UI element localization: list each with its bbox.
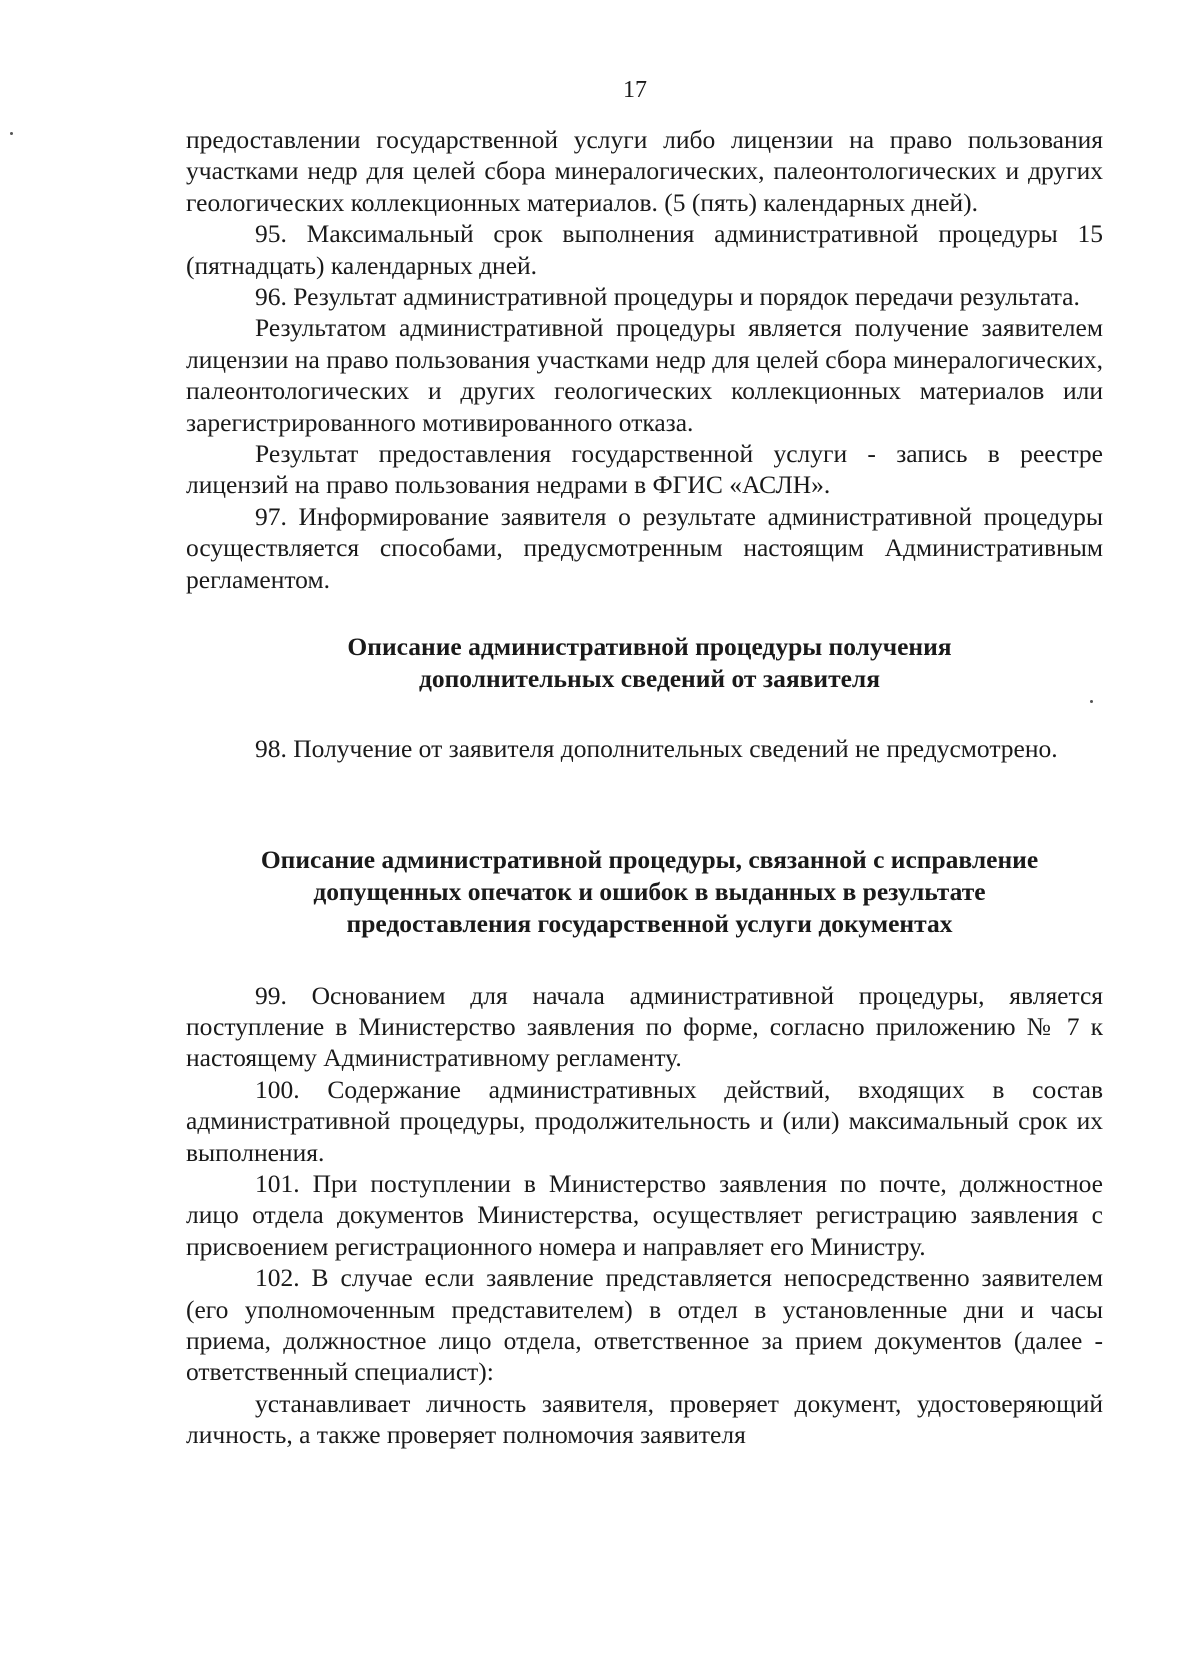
paragraph-102-identity: устанавливает личность заявителя, проверяет документ, удостоверяющий личность, а также проверяет полномочия заявителя [186,1388,1103,1450]
paragraph-96-registry: Результат предоставления государственной услуги - запись в реестре лицензий на право пользования недрами в ФГИС «АСЛН». [186,439,1103,500]
paragraph-100: 100. Содержание административных действий, входящих в состав административной процедуры, продолжительность и (или) максимальный срок их выполнения. [186,1074,1103,1167]
heading-line: предоставления государственной услуги документах [346,908,953,938]
section-heading-additional-info [196,631,1103,695]
heading-line: Описание административной процедуры получения [347,632,952,662]
paragraph-99: 99. Основанием для начала административной процедуры, является поступление в Министерство заявления по форме, согласно приложению № 7 к настоящему Административному регламенту. [186,980,1103,1073]
document-body [186,124,1103,1451]
heading-line: дополнительных сведений от заявителя [418,664,881,694]
paragraph-95: 95. Максимальный срок выполнения административной процедуры 15 (пятнадцать) календарных дней. [186,219,1103,280]
section-heading-corrections [196,844,1103,940]
paragraph-continuation: предоставлении государственной услуги либо лицензии на право пользования участками недр для целей сбора минералогических, палеонтологических и других геологических коллекционных материалов. (5 (пять) календарных дней). [186,125,1103,217]
scan-speck [1090,700,1093,703]
paragraph-101: 101. При поступлении в Министерство заявления по почте, должностное лицо отдела документов Министерства, осуществляет регистрацию заявления с присвоением регистрационного номера и направляет его Министру. [186,1168,1103,1261]
heading-line: Описание административной процедуры, связанной с исправление [260,844,1039,874]
paragraph-102: 102. В случае если заявление представляется непосредственно заявителем (его уполномоченным представителем) в отдел в установленные дни и часы приема, должностное лицо отдела, ответственное за прием документов (далее - ответственный специалист): [186,1263,1103,1387]
paragraph-98: 98. Получение от заявителя дополнительных сведений не предусмотрено. [255,734,1058,764]
heading-line: допущенных опечаток и ошибок в выданных в результате [313,876,986,906]
paragraph-96: 96. Результат административной процедуры и порядок передачи результата. [255,282,1080,312]
paragraph-96-result: Результатом административной процедуры является получение заявителем лицензии на право пользования участками недр для целей сбора минералогических, палеонтологических и других геологических коллекционных материалов или зарегистрированного мотивированного отказа. [186,313,1103,437]
page-number: 17 [623,77,647,103]
paragraph-97: 97. Информирование заявителя о результате административной процедуры осуществляется способами, предусмотренным настоящим Административным регламентом. [186,501,1103,594]
scan-speck [10,132,13,135]
